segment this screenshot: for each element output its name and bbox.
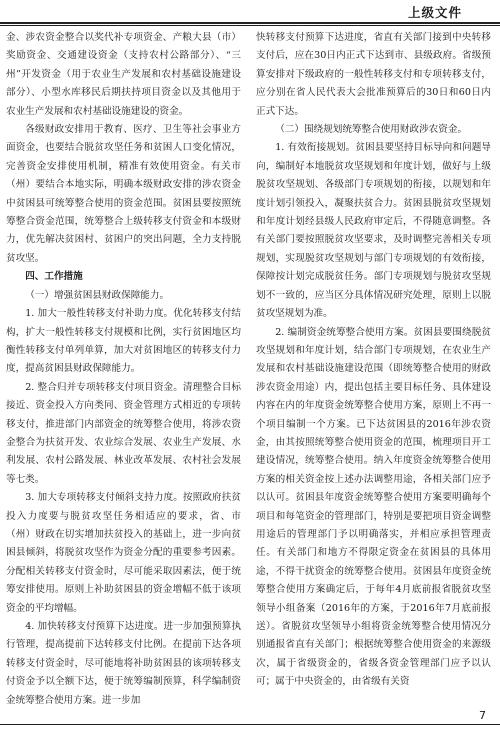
- page-number: 7: [479, 709, 486, 722]
- footer-rule: [0, 724, 500, 725]
- subsection-heading: （一）增强贫困县财政保障能力。: [25, 289, 170, 301]
- header-rule-thin: [0, 25, 500, 26]
- right-column: [256, 29, 491, 692]
- left-column: [6, 29, 241, 710]
- paragraph: 3. 加大专项转移支付倾斜支持力度。按照政府扶贫投入力度要与脱贫攻坚任务相适应的要求，省、市（州）财政在切实增加扶贫投入的基础上，进一步向贫困县倾斜，将脱贫攻坚作为资金分配的重要参考因素。分配相关转移支付资金时，尽可能采取因素法，便于统筹安排使用。原则上补助贫困县的资金增幅不低于该项资金的平均增幅。: [6, 492, 241, 614]
- paragraph: 2. 编制资金统筹整合使用方案。贫困县要围绕脱贫攻坚规划和年度计划，结合部门专项规划，在农业生产发展和农村基础设施建设范围（即统筹整合使用的财政涉农资金用途）内，提出包括主要目标任务、具体建设内容在内的年度资金统筹整合使用方案，原则上不再一个项目编制一个方案。已下达贫困县的2016年涉农资金，由其按照统筹整合使用资金的范围，梳理项目开工建设情况，统筹整合使用。纳入年度资金统筹整合使用方案的相关资金按上述办法调整用途，各相关部门应予以认可。贫困县年度资金统筹整合使用方案要明确每个项目和每笔资金的管理部门，特别是要把项目资金调整用途后的管理部门予以明确落实，并相应承担管理责任。有关部门和地方不得限定资金在贫困县的具体用途，不得干扰资金的统筹整合使用。贫困县年度资金统筹整合使用方案确定后，于每年4月底前报省脱贫攻坚领导小组备案（2016年的方案，于2016年7月底前报送）。省脱贫攻坚领导小组将资金统筹整合使用情况分别通报省直有关部门；根据统筹整合使用资金的来源级次，属于省级资金的，省级各资金管理部门应予以认可；属于中央资金的，由省级有关资: [256, 326, 491, 688]
- paragraph: 4. 加快转移支付预算下达进度。进一步加强预算执行管理，提高提前下达转移支付比例。在提前下达各项转移支付资金时，尽可能地将补助贫困县的该项转移支付资金予以全额下达，便于统筹编制预算，科学编制资金统筹整合使用方案。进一步加: [6, 621, 241, 706]
- paragraph: 2. 整合归并专项转移支付项目资金。清理整合目标接近、资金投入方向类同、资金管理方式相近的专项转移支付，推进部门内部资金的统筹整合使用，将涉农资金整合为扶贫开发、农业综合发展、农业生产发展、水利发展、农村公路发展、林业改革发展、农村社会发展等七类。: [6, 381, 241, 485]
- paragraph: 各级财政安排用于教育、医疗、卫生等社会事业方面资金，也要结合脱贫攻坚任务和贫困人口变化情况，完善资金安排使用机制，精准有效使用资金。有关市（州）要结合本地实际，明确本级财政安排的涉农资金中贫困县可统筹整合使用的资金范围。贫困县要按照统筹整合资金范围，统筹整合上级转移支付资金和本级财力，优先解决贫困村、贫困户的突出问题，全力支持脱贫攻坚。: [6, 124, 241, 264]
- section-heading: 四、工作措施: [25, 271, 83, 283]
- paragraph: 1. 加大一般性转移支付补助力度。优化转移支付结构，扩大一般性转移支付规模和比例，实行贫困地区均衡性转移支付单列单算，加大对贫困地区的转移支付力度，提高贫困县财政保障能力。: [6, 308, 241, 375]
- paragraph: 金、涉农资金整合以奖代补专项资金、产粮大县（市）奖励资金、交通建设资金（支持农村公路部分）、“三州”开发资金（用于农业生产发展和农村基础设施建设部分）、小型水库移民后期扶持项目资金以及其他用于农业生产发展和农村基础设施建设的资金。: [6, 32, 241, 117]
- paragraph: 快转移支付预算下达进度，省直有关部门接到中央转移支付后，应在30日内正式下达到市、县级政府。省级预算安排对下级政府的一般性转移支付和专项转移支付，应分别在省人民代表大会批准预算后的30日和60日内正式下达。: [256, 32, 491, 117]
- subsection-heading: （二）围绕规划统筹整合使用财政涉农资金。: [275, 124, 468, 136]
- header-title: 上级文件: [407, 5, 462, 20]
- paragraph: 1. 有效衔接规划。贫困县要坚持目标导向和问题导向，编制好本地脱贫攻坚规划和年度计划，做好与上级脱贫攻坚规划、各级部门专项规划的衔接，以规划和年度计划引领投入，凝聚扶贫合力。贫困县脱贫攻坚规划和年度计划经县级人民政府审定后，不得随意调整。各有关部门要按照脱贫攻坚要求，及时调整完善相关专项规划，实现脱贫攻坚规划与部门专项规划的有效衔接，保障按计划完成脱贫任务。部门专项规划与脱贫攻坚规划不一致的，应当区分具体情况研究处理，原则上以脱贫攻坚规划为准。: [256, 142, 491, 320]
- header-rule: [0, 22, 500, 24]
- page-header: [0, 0, 500, 22]
